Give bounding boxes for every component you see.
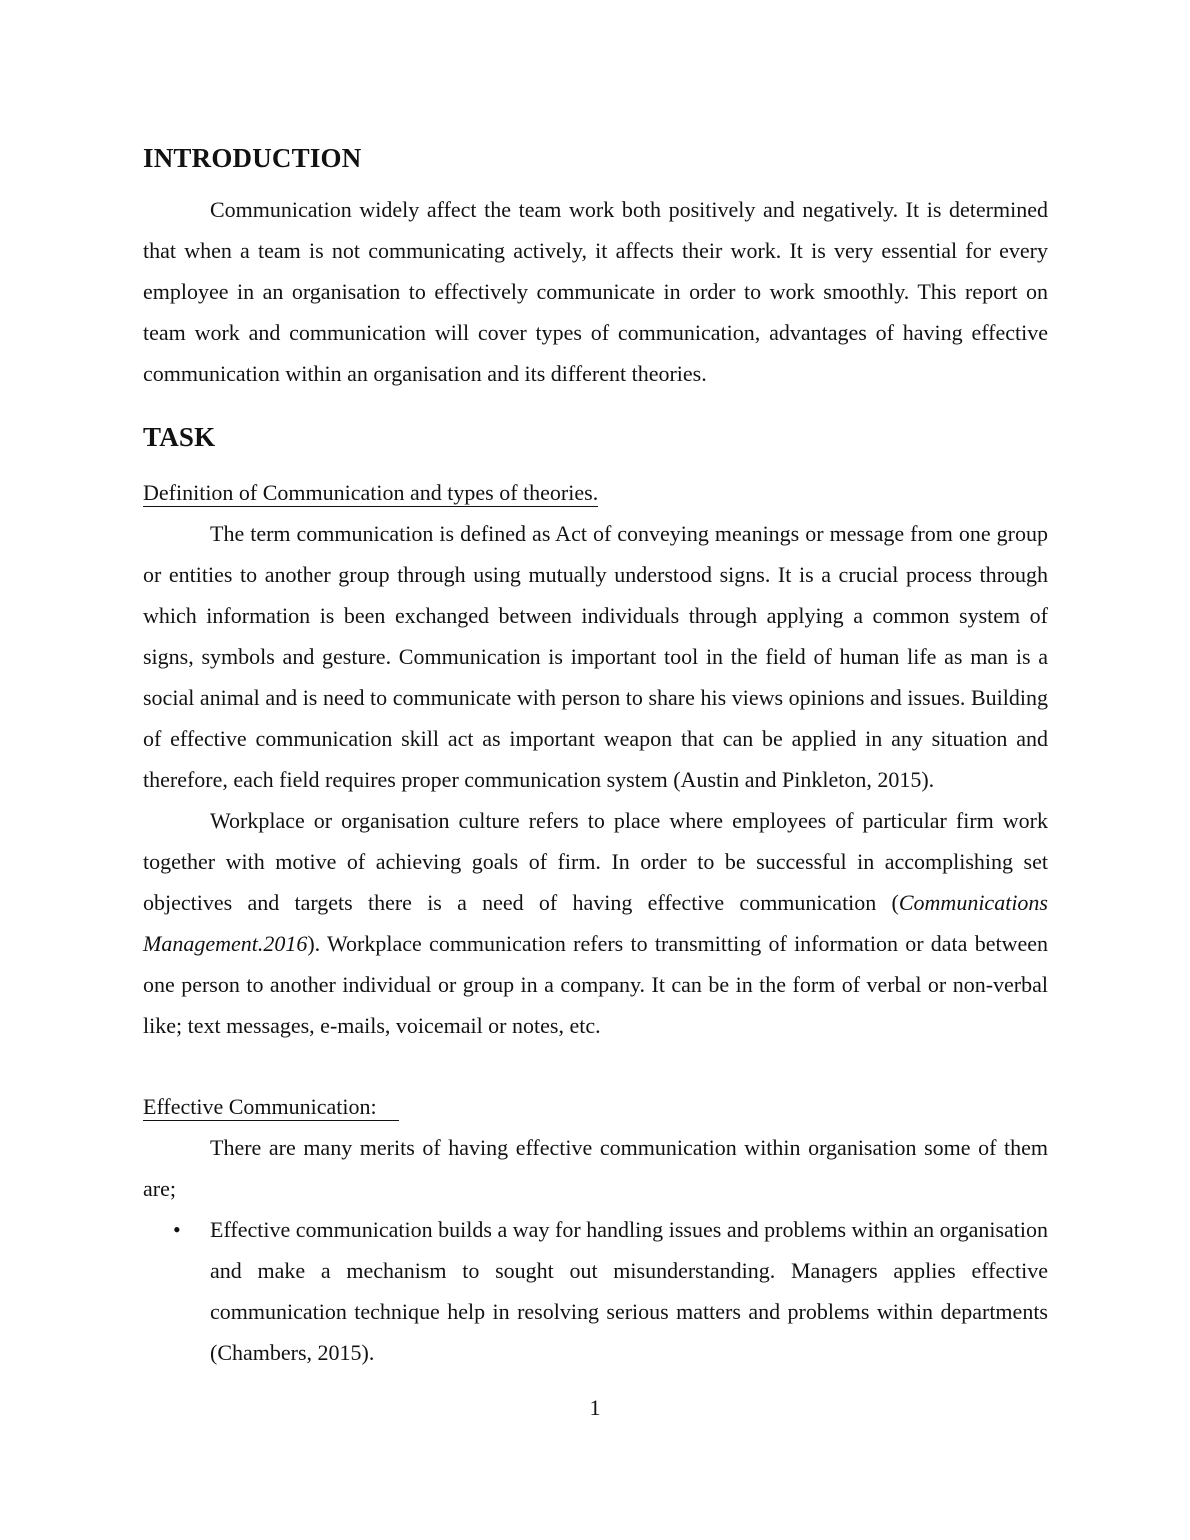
intro-paragraph: Communication widely affect the team work both positively and negatively. It is determined that when a team is not communicating actively, it affects their work. It is very essential for every employee in an organisation to effectively communicate in order to work smoothly. This report on team work and communication will cover types of communication, advantages of having effective communication within an organisation and its different theories. [143,197,1048,386]
definition-subheading: Definition of Communication and types of theories. [143,480,599,505]
workplace-citation-italic: Communications Management.2016 [143,890,1048,956]
definition-paragraph: The term communication is defined as Act of conveying meanings or message from one group or entities to another group through using mutually understood signs. It is a crucial process through which information is been exchanged between individuals through applying a common system of signs, symbols and gesture. Communication is important tool in the field of human life as man is a social animal and is need to communicate with person to share his views opinions and issues. Building of effective communication skill act as important weapon that can be applied in any situation and therefore, each field requires proper communication system (Austin and Pinkleton, 2015). [143,521,1048,792]
workplace-text-after: ). Workplace communication refers to transmitting of information or data between one person to another individual or group in a company. It can be in the form of verbal or non-verbal like; text messages, e-mails, voicemail or notes, etc. [143,931,1048,1038]
effective-paragraph: There are many merits of having effective communication within organisation some of them are; [143,1135,1048,1201]
merits-list [143,1209,1048,1373]
intro-heading: INTRODUCTION [143,143,362,173]
bullet-icon: • [173,1217,181,1242]
effective-subheading-row [143,1086,1048,1127]
workplace-text-before: Workplace or organisation culture refers to place where employees of particular firm work together with motive of achieving goals of firm. In order to be successful in accomplishing set objectives and targets there is a need of having effective communication ( [143,808,1048,915]
bullet-text: Effective communication builds a way for handling issues and problems within an organisation and make a mechanism to sought out misunderstanding. Managers applies effective communication technique help in resolving serious matters and problems within departments (Chambers, 2015). [210,1217,1048,1365]
definition-subheading-row [143,472,1048,513]
list-item [143,1209,1048,1373]
effective-subheading: Effective Communication: [143,1094,399,1121]
task-heading: TASK [143,422,216,452]
workplace-paragraph [143,800,1048,1046]
page-number: 1 [589,1395,601,1420]
